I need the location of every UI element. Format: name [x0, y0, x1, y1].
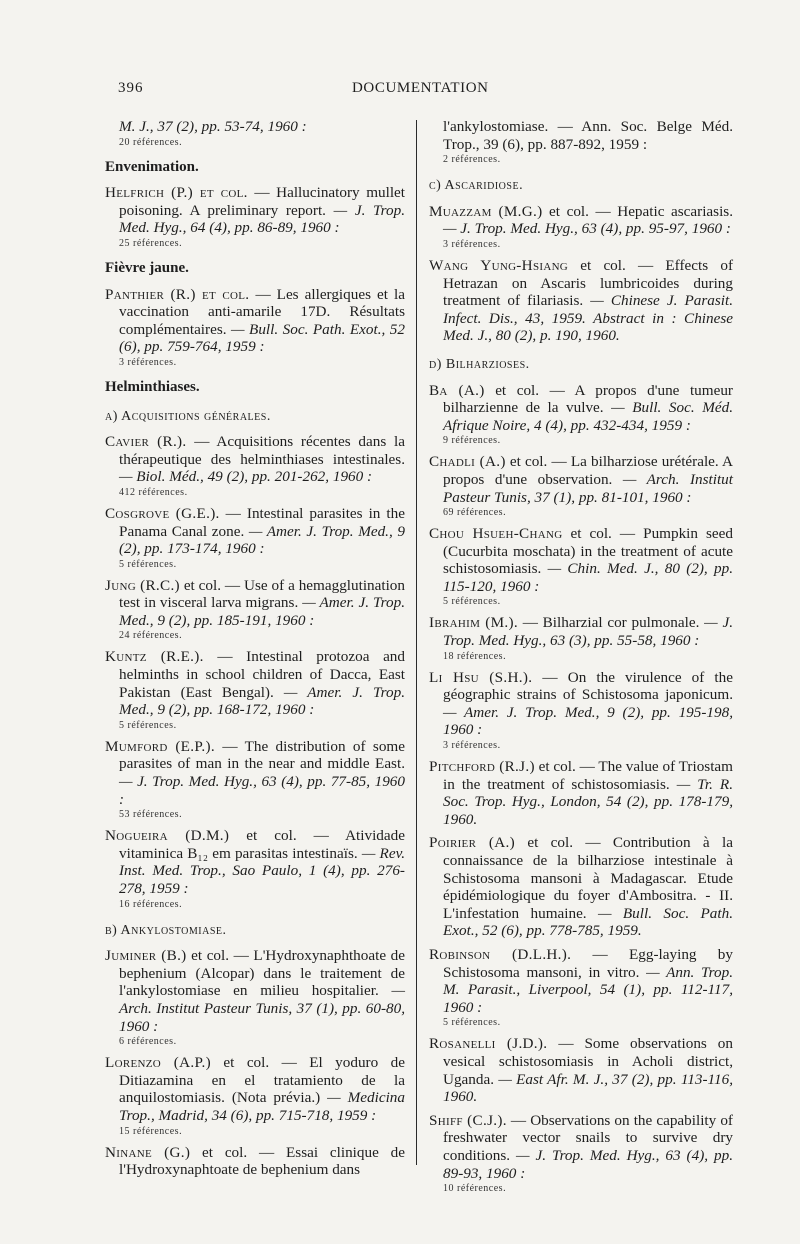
entry-text	[429, 758, 733, 828]
entry-text	[105, 738, 405, 808]
entry-body: et col. — The value of Triostam in the treatment of schistosomiasis.	[443, 758, 733, 793]
entry-text	[105, 827, 405, 897]
entry-author: Juminer (B.)	[105, 947, 187, 965]
entry-refs: 9 références.	[443, 435, 501, 447]
entry-author: Shiff (C.J.).	[429, 1111, 507, 1129]
bibliography-entry	[429, 525, 733, 608]
entry-refs: 5 références.	[443, 1017, 501, 1029]
entry-refs: 15 références.	[119, 1125, 183, 1137]
entry-refs: 24 références.	[119, 630, 183, 642]
entry-journal: — Arch. Institut Pasteur Tunis, 37 (1), pp. 60-80, 1960 :	[119, 982, 405, 1035]
entry-author: Ibrahim (M.).	[429, 614, 518, 632]
entry-body: et col. — Hepatic ascariasis.	[542, 202, 733, 220]
entry-refs: 412 références.	[119, 486, 188, 498]
entry-text	[429, 453, 733, 506]
entry-text	[105, 433, 405, 486]
entry-text	[429, 203, 733, 238]
bibliography-entry	[105, 738, 405, 821]
bibliography-entry	[429, 257, 733, 345]
entry-text	[429, 382, 733, 435]
entry-refs: 6 références.	[119, 1036, 177, 1048]
entry-author: Nogueira (D.M.)	[105, 827, 230, 845]
bibliography-entry	[105, 1144, 405, 1179]
entry-journal: — J. Trop. Med. Hyg., 63 (4), pp. 77-85, 1960 :	[119, 773, 405, 808]
bibliography-entry	[105, 577, 405, 643]
fievre-jaune-entries	[105, 286, 405, 369]
entry-journal: — Amer. J. Trop. Med., 9 (2), pp. 173-174, 1960 :	[119, 522, 406, 558]
entry-body: et col. — El yoduro de Ditiazamina en el tratamiento de la anquilostomiasis. (Nota prévia.)	[119, 1054, 405, 1107]
entry-author: Rosanelli (J.D.).	[429, 1035, 548, 1053]
entry-journal: — J. Trop. Med. Hyg., 63 (4), pp. 95-97, 1960 :	[443, 220, 731, 238]
bibliography-entry	[105, 947, 405, 1048]
bibliography-entry	[429, 203, 733, 251]
entry-body: — On the virulence of the géographic strains of Schistosoma japonicum.	[443, 668, 733, 704]
subsection-heading-c: c) Ascaridiose.	[429, 178, 524, 194]
entry-author: Jung (R.C.)	[105, 576, 180, 594]
entry-author: Poirier (A.)	[429, 834, 515, 852]
entry-text	[105, 577, 405, 630]
entry-body: — Hallucinatory mullet poisoning. A preliminary report.	[119, 184, 406, 219]
entry-author: Li Hsu (S.H.).	[429, 668, 533, 686]
bilharzioses-entries	[429, 382, 733, 1196]
entry-text	[429, 669, 733, 739]
bibliography-entry	[105, 827, 405, 910]
entry-refs: 5 références.	[443, 596, 501, 608]
subsection-heading-b: b) Ankylostomiase.	[105, 922, 227, 938]
entry-journal: — Amer. J. Trop. Med., 9 (2), pp. 195-198, 1960 :	[443, 703, 733, 739]
top-entry	[105, 118, 405, 149]
entry-refs: 18 références.	[443, 650, 507, 662]
entry-journal: — Chinese J. Parasit. Infect. Dis., 43, 1959. Abstract in : Chinese Med. J., 80 (2), p. 190, 1960.	[443, 292, 733, 345]
entry-author: Robinson (D.L.H.).	[429, 945, 572, 963]
right-column	[429, 118, 733, 1201]
entry-journal: — J. Trop. Med. Hyg., 64 (4), pp. 86-89, 1960 :	[119, 201, 405, 237]
acquisitions-entries	[105, 433, 405, 910]
entry-author: Kuntz (R.E.).	[105, 648, 204, 666]
entry-author: Mumford (E.P.).	[105, 737, 215, 755]
bibliography-entry	[105, 184, 405, 250]
entry-body: et col. — La bilharziose urétérale. A propos d'une observation.	[443, 453, 733, 488]
page-number: 396	[118, 80, 144, 96]
entry-refs: 16 références.	[119, 898, 183, 910]
left-column	[105, 118, 405, 1185]
entry-body: et col. — Essai clinique de l'Hydroxynaphtoate de bephenium dans	[119, 1143, 405, 1179]
entry-text	[429, 1112, 733, 1182]
entry-journal: — Bull. Soc. Path. Exot., 52 (6), pp. 778-785, 1959.	[443, 904, 733, 940]
entry-text	[105, 505, 405, 558]
bibliography-entry	[429, 669, 733, 752]
entry-journal: — Tr. R. Soc. Trop. Hyg., London, 54 (2), pp. 178-179, 1960.	[443, 775, 733, 828]
continuation-text: l'ankylostomiase. — Ann. Soc. Belge Méd. Trop., 39 (6), pp. 887-892, 1959 :	[443, 118, 733, 153]
entry-text	[429, 257, 733, 345]
entry-author: Ba (A.)	[429, 381, 485, 399]
bibliography-entry	[429, 614, 733, 662]
entry-body: et col. — A propos d'une tumeur bilharzienne de la vulve.	[443, 381, 733, 417]
continuation-entry	[429, 118, 733, 166]
entry-body: — Egg-laying by Schistosoma mansoni, in vitro.	[443, 945, 733, 981]
section-heading-helminthiases: Helminthiases.	[105, 378, 200, 395]
bibliography-entry	[429, 1035, 733, 1105]
entry-journal: — Ann. Trop. M. Parasit., Liverpool, 54 (1), pp. 112-117, 1960 :	[443, 963, 733, 1016]
section-heading-fievre-jaune: Fièvre jaune.	[105, 259, 189, 276]
entry-body: — Some observations on vesical schistosomiasis in Acholi district, Uganda.	[443, 1035, 733, 1088]
entry-author: Pitchford (R.J.)	[429, 758, 535, 776]
entry-journal: — Amer. J. Trop. Med., 9 (2), pp. 185-191, 1960 :	[119, 594, 405, 629]
entry-author: Wang Yung-Hsiang	[429, 256, 569, 274]
entry-journal: — Bull. Soc. Méd. Afrique Noire, 4 (4), pp. 432-434, 1959 :	[443, 399, 734, 434]
entry-body: — Intestinal parasites in the Panama Canal zone.	[119, 504, 405, 540]
running-title: DOCUMENTATION	[352, 80, 489, 96]
entry-author: Helfrich (P.) et col.	[105, 184, 248, 202]
entry-body: et col. — L'Hydroxynaphthoate de bephenium (Alcopar) dans le traitement de l'ankylostomiase en milieu hospitalier.	[119, 947, 405, 1000]
entry-journal: — J. Trop. Med. Hyg., 63 (3), pp. 55-58, 1960 :	[443, 614, 733, 650]
bibliography-entry	[429, 453, 733, 519]
entry-refs: 3 références.	[443, 238, 501, 250]
subsection-heading-d: d) Bilharzioses.	[429, 356, 530, 372]
entry-body: et col. — Pumpkin seed (Cucurbita moschata) in the treatment of acute schistosomiasis.	[443, 525, 734, 578]
entry-author: Muazzam (M.G.)	[429, 202, 543, 220]
bibliography-entry	[105, 505, 405, 571]
entry-text	[429, 1035, 733, 1105]
bibliography-entry	[105, 286, 405, 369]
entry-body: — Les allergiques et la vaccination anti-amarile 17D. Résultats complémentaires.	[119, 285, 405, 338]
entry-journal: — East Afr. M. J., 37 (2), pp. 113-116, 1960.	[443, 1070, 733, 1106]
entry-body: — Bilharzial cor pulmonale.	[517, 614, 700, 632]
entry-author: Cosgrove (G.E.).	[105, 504, 220, 522]
entry-journal: — Bull. Soc. Path. Exot., 52 (6), pp. 759-764, 1959 :	[119, 320, 405, 356]
entry-body: — The distribution of some parasites of man in the near and middle East.	[119, 737, 405, 773]
entry-text	[429, 614, 733, 649]
entry-journal: — Chin. Med. J., 80 (2), pp. 115-120, 1960 :	[443, 560, 733, 595]
entry-refs: 69 références.	[443, 507, 507, 519]
entry-body: — Acquisitions récentes dans la thérapeutique des helminthiases intestinales.	[119, 433, 405, 468]
bibliography-entry	[429, 834, 733, 940]
entry-refs: 10 références.	[443, 1183, 507, 1195]
entry-refs: 5 références.	[119, 558, 177, 570]
entry-author: Chadli (A.)	[429, 453, 506, 471]
bibliography-entry	[429, 382, 733, 448]
entry-body: et col. — Use of a hemagglutination test in visceral larva migrans.	[119, 576, 405, 612]
continuation-refs: 2 références.	[443, 154, 501, 166]
entry-text	[105, 286, 405, 356]
entry-text	[105, 648, 405, 718]
bibliography-entry	[429, 1112, 733, 1195]
entry-refs: 3 références.	[119, 356, 177, 368]
entry-body: et col. — Effects of Hetrazan on Ascaris lumbricoides during treatment of filariasis.	[443, 256, 733, 310]
entry-body: — Observations on the capability of freshwater vector snails to survive dry conditions.	[443, 1111, 733, 1164]
entry-text	[429, 946, 733, 1016]
entry-body: et col. — Contribution à la connaissance de la bilharziose intestinale à Schistosoma mansoni à Madagascar. Etude épidémiologique du foyer d'Ambositra. - II. L'infestation humaine.	[443, 834, 733, 922]
envenimation-entries	[105, 184, 405, 250]
entry-text	[429, 834, 733, 940]
entry-journal: — Amer. J. Trop. Med., 9 (2), pp. 168-172, 1960 :	[119, 683, 406, 719]
entry-text	[105, 184, 405, 237]
column-divider	[416, 120, 417, 1165]
entry-body: et col. — Atividade vitaminica B₁₂ em parasitas intestinaïs.	[119, 827, 405, 862]
entry-body: — Intestinal protozoa and helminths in school children of Dacca, East Pakistan (East Bengal).	[119, 648, 405, 701]
bibliography-entry	[429, 946, 733, 1029]
entry-author: Panthier (R.) et col.	[105, 285, 250, 303]
entry-refs: 53 références.	[119, 809, 183, 821]
entry-refs: 5 références.	[119, 719, 177, 731]
entry-refs: 25 références.	[119, 237, 183, 249]
ankylostomiase-entries	[105, 947, 405, 1179]
entry-journal: — Medicina Trop., Madrid, 34 (6), pp. 715-718, 1959 :	[119, 1089, 405, 1124]
entry-text	[429, 525, 733, 595]
bibliography-entry	[429, 758, 733, 828]
entry-journal: — J. Trop. Med. Hyg., 63 (4), pp. 89-93, 1960 :	[443, 1146, 733, 1182]
bibliography-entry	[105, 1054, 405, 1137]
top-entry-refs: 20 références.	[119, 136, 183, 148]
entry-author: Cavier (R.).	[105, 433, 187, 451]
entry-author: Chou Hsueh-Chang	[429, 525, 563, 543]
entry-author: Lorenzo (A.P.)	[105, 1054, 211, 1072]
entry-journal: — Biol. Méd., 49 (2), pp. 201-262, 1960 :	[119, 468, 373, 486]
entry-journal: — Arch. Institut Pasteur Tunis, 37 (1), pp. 81-101, 1960 :	[443, 470, 733, 506]
entry-refs: 3 références.	[443, 740, 501, 752]
entry-journal: — Rev. Inst. Med. Trop., Sao Paulo, 1 (4), pp. 276-278, 1959 :	[119, 844, 405, 897]
ascaridiose-entries	[429, 203, 733, 345]
entry-text	[105, 947, 405, 1035]
section-heading-envenimation: Envenimation.	[105, 158, 199, 175]
page-header	[0, 80, 800, 104]
entry-text	[105, 1144, 405, 1179]
bibliography-entry	[105, 648, 405, 731]
subsection-heading-a: a) Acquisitions générales.	[105, 408, 271, 424]
entry-author: Ninane (G.)	[105, 1143, 191, 1161]
top-entry-text: M. J., 37 (2), pp. 53-74, 1960 :	[119, 118, 307, 135]
entry-text	[105, 1054, 405, 1124]
bibliography-entry	[105, 433, 405, 499]
